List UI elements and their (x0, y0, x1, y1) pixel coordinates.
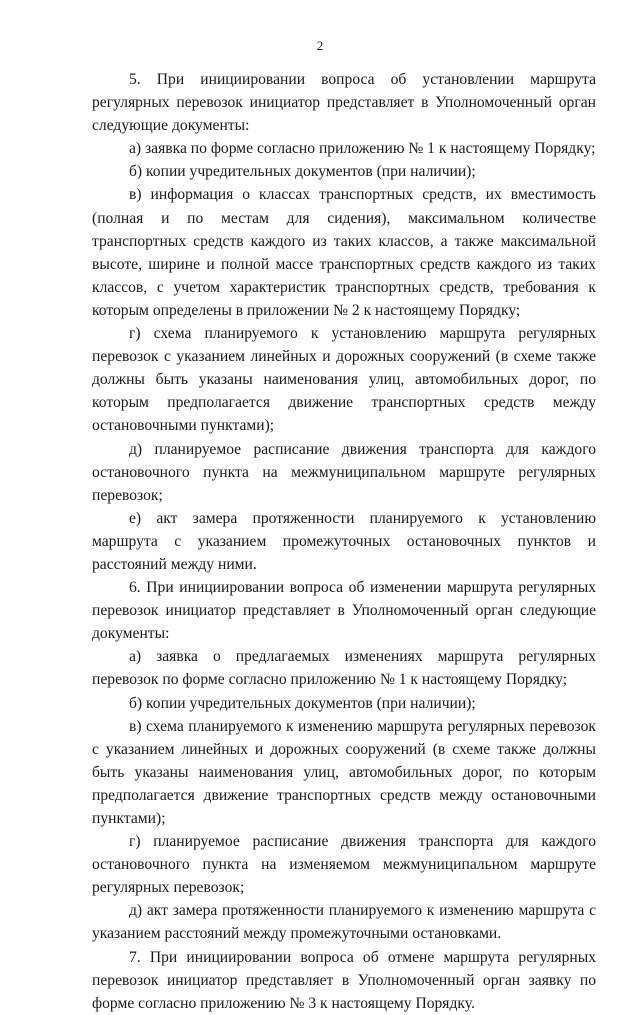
paragraph-6-item-v: в) схема планируемого к изменению маршрута регулярных перевозок с указанием линейных и дорожных сооружений (в схеме также должны быть указаны наименования улиц, автомобильных дорог, по которым предполагается движение транспортных средств между остановочными пунктами); (92, 717, 596, 827)
paragraph-6-item-b: б) копии учредительных документов (при наличии); (129, 694, 476, 712)
paragraph-6-item-a: а) заявка о предлагаемых изменениях маршрута регулярных перевозок по форме согласно приложению № 1 к настоящему Порядку; (92, 648, 596, 689)
paragraph-5-item-b: б) копии учредительных документов (при наличии); (129, 163, 476, 181)
paragraph-6-item-d: д) акт замера протяженности планируемого к изменению маршрута с указанием расстояний между промежуточными остановками. (92, 902, 596, 943)
document-body (92, 68, 596, 1015)
paragraph-6-item-g: г) планируемое расписание движения транспорта для каждого остановочного пункта на изменяемом межмуниципальном маршруте регулярных перевозок; (92, 833, 596, 897)
page-number: 2 (316, 38, 324, 53)
paragraph-7: 7. При инициировании вопроса об отмене маршрута регулярных перевозок инициатор представляет в Уполномоченный орган заявку по форме согласно приложению № 3 к настоящему Порядку. (92, 948, 596, 1012)
paragraph-5-intro: 5. При инициировании вопроса об установлении маршрута регулярных перевозок инициатор представляет в Уполномоченный орган следующие документы: (92, 71, 596, 135)
paragraph-5-item-e: е) акт замера протяженности планируемого к установлению маршрута с указанием промежуточных остановочных пунктов и расстояний между ними. (92, 509, 596, 573)
paragraph-6-intro: 6. При инициировании вопроса об изменении маршрута регулярных перевозок инициатор представляет в Уполномоченный орган следующие документы: (92, 579, 596, 643)
paragraph-5-item-v: в) информация о классах транспортных средств, их вместимость (полная и по местам для сидения), максимальном количестве транспортных средств каждого из таких классов, а также максимальной высоте, ширине и полной массе транспортных средств каждого из таких классов, с учетом характеристик транспортных средств, требования к которым определены в приложении № 2 к настоящему Порядку; (92, 186, 596, 319)
paragraph-5-item-g: г) схема планируемого к установлению маршрута регулярных перевозок с указанием линейных и дорожных сооружений (в схеме также должны быть указаны наименования улиц, автомобильных дорог, по которым предполагается движение транспортных средств между остановочными пунктами); (92, 325, 596, 435)
paragraph-5-item-a: а) заявка по форме согласно приложению № 1 к настоящему Порядку; (129, 140, 596, 158)
paragraph-5-item-d: д) планируемое расписание движения транспорта для каждого остановочного пункта на межмуниципальном маршруте регулярных перевозок; (92, 440, 596, 504)
